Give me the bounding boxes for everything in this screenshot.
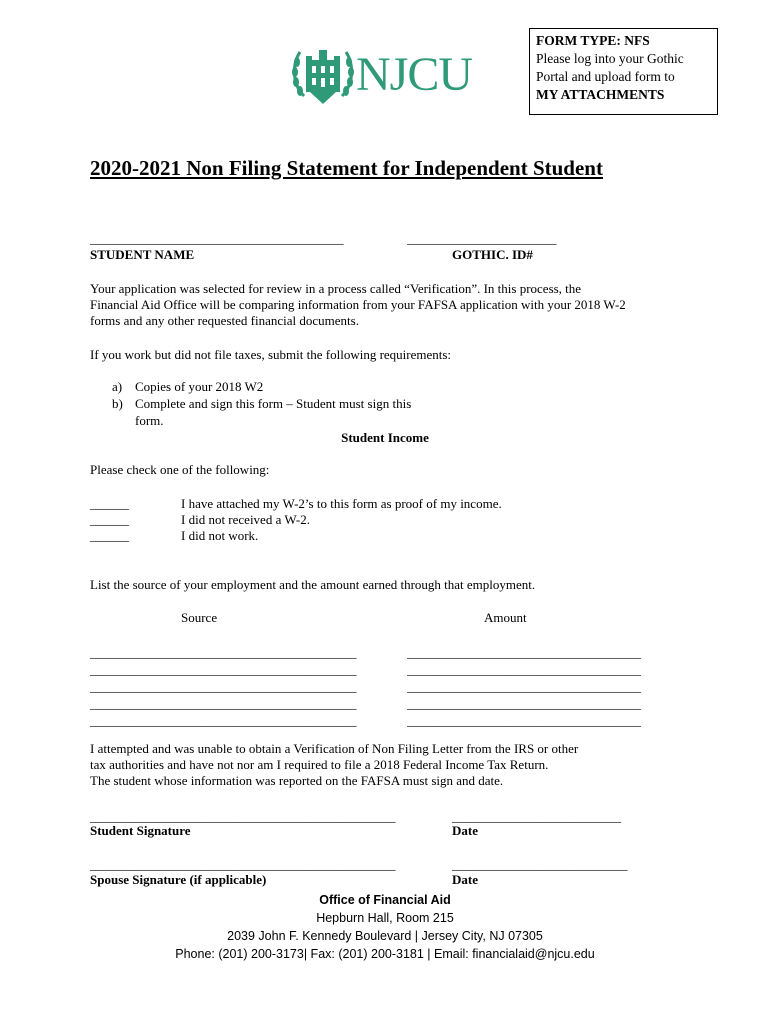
amount-line-1[interactable]: ____________________________________ bbox=[407, 645, 641, 660]
source-line-2[interactable]: _________________________________________ bbox=[90, 662, 357, 677]
attestation-paragraph bbox=[90, 741, 680, 789]
gothic-id-label: GOTHIC. ID# bbox=[452, 247, 533, 262]
source-header: Source bbox=[181, 610, 218, 625]
intro-line-2: Financial Aid Office will be comparing information from your FAFSA application with your 2018 W-2 bbox=[90, 297, 626, 312]
gothic-id-line[interactable]: _______________________ bbox=[407, 231, 557, 246]
source-line-3[interactable]: _________________________________________ bbox=[90, 679, 357, 694]
amount-line-4[interactable]: ____________________________________ bbox=[407, 696, 641, 711]
requirements-intro: If you work but did not file taxes, submit the following requirements: bbox=[90, 347, 452, 362]
check-blank-3[interactable]: ______ bbox=[90, 528, 129, 543]
form-instruction-line-1: Please log into your Gothic bbox=[536, 51, 684, 66]
form-type-box bbox=[529, 28, 718, 115]
njcu-logo bbox=[290, 40, 480, 108]
intro-line-3: forms and any other requested financial documents. bbox=[90, 313, 359, 328]
check-option-2: I did not received a W-2. bbox=[181, 512, 310, 527]
form-type-label: FORM TYPE: NFS bbox=[536, 33, 650, 48]
spouse-date-line[interactable]: ___________________________ bbox=[452, 857, 628, 872]
form-instruction-line-2: Portal and upload form to bbox=[536, 69, 675, 84]
spouse-signature-label: Spouse Signature (if applicable) bbox=[90, 872, 267, 887]
amount-line-5[interactable]: ____________________________________ bbox=[407, 713, 641, 728]
footer-contact: Phone: (201) 200-3173| Fax: (201) 200-3181 | Email: financialaid@njcu.edu bbox=[175, 947, 595, 961]
attestation-line-3: The student whose information was reported on the FAFSA must sign and date. bbox=[90, 773, 504, 788]
spouse-signature-line[interactable]: _______________________________________________ bbox=[90, 857, 396, 872]
student-income-heading: Student Income bbox=[341, 430, 429, 445]
student-date-label: Date bbox=[452, 823, 478, 838]
amount-line-2[interactable]: ____________________________________ bbox=[407, 662, 641, 677]
intro-line-1: Your application was selected for review in a process called “Verification”. In this process, the bbox=[90, 281, 582, 296]
footer bbox=[0, 891, 770, 963]
requirement-text-b-cont: form. bbox=[135, 413, 164, 428]
spouse-date-label: Date bbox=[452, 872, 478, 887]
student-name-label: STUDENT NAME bbox=[90, 247, 195, 262]
student-date-line[interactable]: __________________________ bbox=[452, 809, 621, 824]
check-option-1: I have attached my W-2’s to this form as proof of my income. bbox=[181, 496, 502, 511]
footer-address: 2039 John F. Kennedy Boulevard | Jersey City, NJ 07305 bbox=[227, 929, 543, 943]
check-blank-1[interactable]: ______ bbox=[90, 496, 129, 511]
student-signature-line[interactable]: _______________________________________________ bbox=[90, 809, 396, 824]
attestation-line-1: I attempted and was unable to obtain a Verification of Non Filing Letter from the IRS or other bbox=[90, 741, 579, 756]
employment-prompt: List the source of your employment and the amount earned through that employment. bbox=[90, 577, 536, 592]
page-title: 2020-2021 Non Filing Statement for Independent Student bbox=[90, 156, 603, 180]
attestation-line-2: tax authorities and have not nor am I required to file a 2018 Federal Income Tax Return. bbox=[90, 757, 549, 772]
requirement-text-b: Complete and sign this form – Student must sign this bbox=[135, 396, 412, 411]
requirement-marker-b: b) bbox=[112, 396, 123, 411]
requirement-text-a: Copies of your 2018 W2 bbox=[135, 379, 264, 394]
source-line-1[interactable]: _________________________________________ bbox=[90, 645, 357, 660]
source-line-4[interactable]: _________________________________________ bbox=[90, 696, 357, 711]
amount-line-3[interactable]: ____________________________________ bbox=[407, 679, 641, 694]
footer-office: Office of Financial Aid bbox=[319, 893, 451, 907]
source-line-5[interactable]: _________________________________________ bbox=[90, 713, 357, 728]
form-instruction-line-3: MY ATTACHMENTS bbox=[536, 87, 665, 102]
student-signature-label: Student Signature bbox=[90, 823, 191, 838]
check-prompt: Please check one of the following: bbox=[90, 462, 270, 477]
logo-wordmark: NJCU bbox=[356, 48, 473, 101]
amount-header: Amount bbox=[484, 610, 527, 625]
requirement-marker-a: a) bbox=[112, 379, 123, 394]
student-name-line[interactable]: _______________________________________ bbox=[90, 231, 344, 246]
intro-paragraph bbox=[90, 281, 680, 329]
check-option-3: I did not work. bbox=[181, 528, 259, 543]
check-blank-2[interactable]: ______ bbox=[90, 512, 129, 527]
footer-building: Hepburn Hall, Room 215 bbox=[316, 911, 454, 925]
